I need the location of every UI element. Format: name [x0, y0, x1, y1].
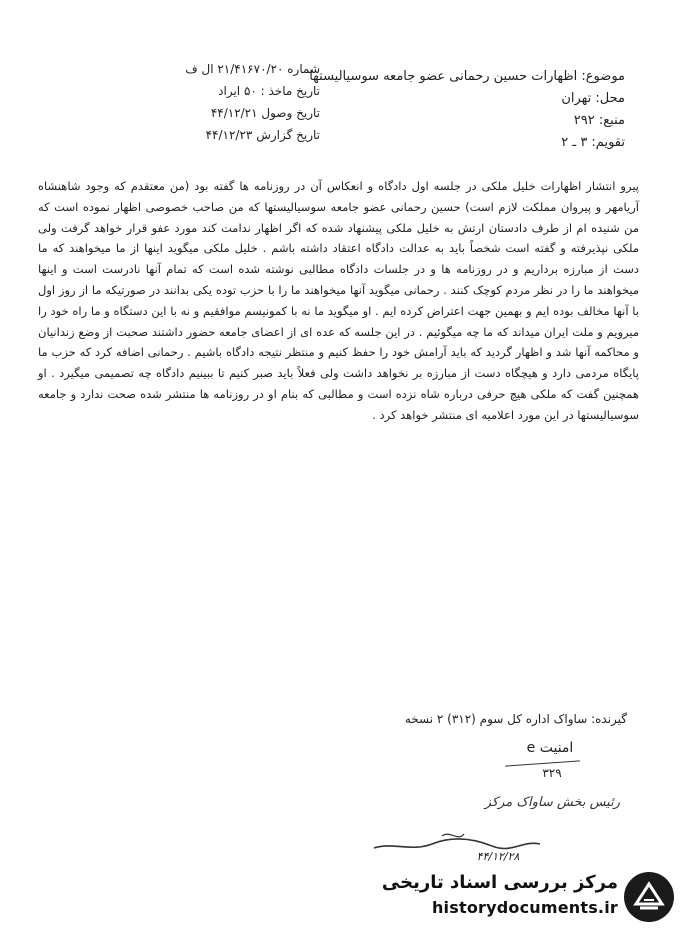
archive-logo-icon — [622, 870, 676, 924]
signature-title: رئیس بخش ساواک مرکز — [484, 795, 620, 810]
report-date: تاریخ گزارش ۴۴/۱۲/۲۳ — [205, 128, 320, 142]
document-subject: موضوع: اظهارات حسین رحمانی عضو جامعه سوسیالیستها — [309, 69, 625, 84]
document-assessment: تقویم: ۳ ـ ۲ — [561, 135, 625, 150]
document-number: شماره ۲۱/۴۱۶۷۰/۲۰ ال ف — [185, 62, 320, 76]
approval-mark: امنیت e — [526, 740, 574, 756]
document-header-left — [70, 58, 320, 146]
body-paragraph: پیرو انتشار اظهارات خلیل ملکی در جلسه اول دادگاه و انعکاس آن در روزنامه ها گفته بود (من معتقدم که وجود شاهنشاه آریامهر و پیروان مملکت لازم است) حسین رحمانی عضو جامعه سوسیالیستها که من صاحب خصوصی اظهار نموده است که من شنیده ام از طرف دادستان ارتش به خلیل ملکی پیشنهاد شده که اگر اظهار ندامت کند مورد عفو قرار خواهد گرفت ولی ملکی نپذیرفته و گفته است شخصاً باید به عدالت دادگاه اعتقاد داشته باشم . خلیل ملکی میگوید اینها از ما میخواهند که ما دست از مبارزه برداریم و در روزنامه ها و در جلسات دادگاه مطالبی نوشته شده است که تمام آنها نادرست است و اینها میخواهند ما را در نظر مردم کوچک کنند . رحمانی میگوید آنها میخواهند ما را با حزب توده یکی بدانند در صورتیکه ما از روز اول با آنها مخالف بوده ایم و بهمین جهت اعتراض کرده ایم . او میگوید ما نه با کمونیسم موافقیم و نه با این دستگاه و ما راه خود را میرویم و ملت ایران میداند که ما چه میگوئیم . در این جلسه که عده ای از اعضای جامعه حضور داشتند صحبت از وضع زندانیان و محاکمه آنها شد و اظهار گردید که باید آرامش خود را حفظ کنیم و منتظر نتیجه دادگاه باشیم . رحمانی اضافه کرد که حزب ما پایگاه مردمی دارد و هیچگاه دست از مبارزه بر نخواهد داشت ولی فعلاً باید صبر کنیم تا ببینیم دادگاه چه تصمیمی میگیرد . او همچنین گفت که ملکی هیچ حرفی درباره شاه نزده است و مطالبی که بنام او در روزنامه ها منتشر شده صحت ندارد و جامعه سوسیالیستها در این مورد اعلامیه ای منتشر خواهد کرد . — [38, 179, 639, 422]
watermark-title: مرکز بررسی اسناد تاریخی — [381, 872, 618, 893]
signature-date: ۴۴/۱۲/۲۸ — [476, 850, 520, 863]
document-source: منبع: ۲۹۲ — [573, 113, 625, 128]
document-header-right — [295, 66, 625, 154]
received-date: تاریخ وصول ۴۴/۱۲/۲۱ — [210, 106, 320, 120]
watermark-url: historydocuments.ir — [431, 898, 618, 917]
recipient-note: گیرنده: ساواک اداره کل سوم (۳۱۲) ۲ نسخه — [404, 712, 627, 726]
reference-date: تاریخ ماخذ : ۵۰ ایراد — [218, 84, 320, 98]
document-location: محل: تهران — [561, 91, 625, 106]
document-body — [38, 176, 639, 426]
archive-watermark — [381, 868, 680, 926]
approval-number: ۳۲۹ — [542, 766, 562, 780]
